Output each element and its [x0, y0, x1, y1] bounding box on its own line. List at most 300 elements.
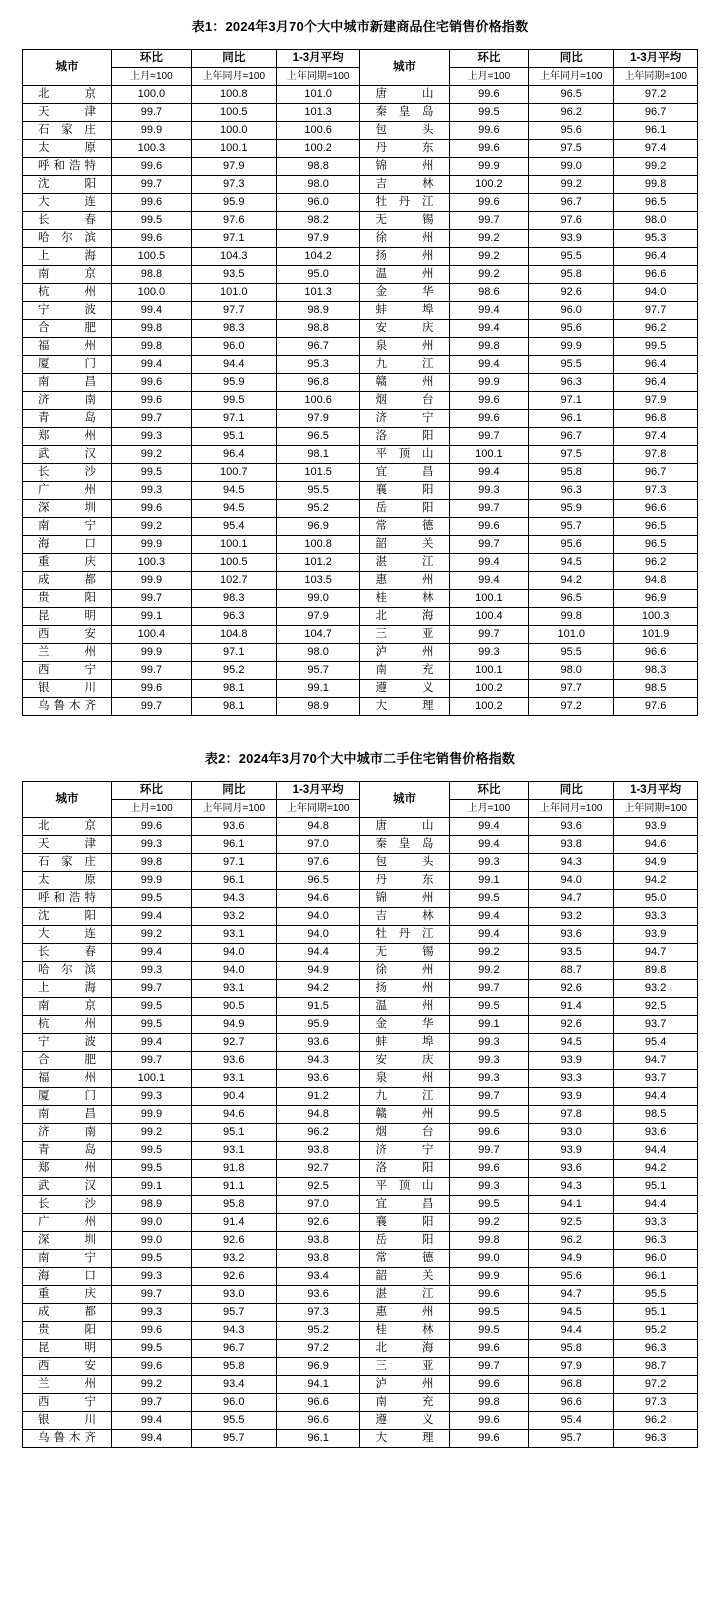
- col-subheader-yoy-left: 上年同月=100: [191, 800, 276, 818]
- index-value-cell: 93.6: [614, 1124, 698, 1142]
- index-value-cell: 96.0: [276, 194, 360, 212]
- city-name-cell: [23, 1142, 112, 1160]
- index-value-cell: 97.9: [191, 158, 276, 176]
- index-value-cell: 93.4: [191, 1376, 276, 1394]
- index-value-cell: 100.1: [449, 446, 529, 464]
- city-name-cell: [360, 1124, 449, 1142]
- index-value-cell: 93.0: [529, 1124, 614, 1142]
- index-value-cell: 99.2: [529, 176, 614, 194]
- col-header-mom-left: 环比: [112, 782, 192, 800]
- index-value-cell: 99.5: [112, 464, 192, 482]
- index-value-cell: 99.2: [449, 1214, 529, 1232]
- city-name: 银川: [38, 682, 97, 694]
- col-subheader-avg-right: 上年同期=100: [614, 800, 698, 818]
- city-name: 大连: [38, 196, 97, 208]
- index-value-cell: 99.5: [449, 1322, 529, 1340]
- index-value-cell: 91.8: [191, 1160, 276, 1178]
- index-value-cell: 99.7: [112, 410, 192, 428]
- index-value-cell: 98.6: [449, 284, 529, 302]
- index-value-cell: 99.4: [112, 1412, 192, 1430]
- city-name: 安庆: [375, 1054, 434, 1066]
- city-name: 锦州: [375, 892, 434, 904]
- index-value-cell: 99.4: [449, 302, 529, 320]
- index-value-cell: 103.5: [276, 572, 360, 590]
- city-name-cell: [23, 482, 112, 500]
- city-name: 武汉: [38, 1180, 97, 1192]
- index-value-cell: 99.6: [449, 1376, 529, 1394]
- city-name-cell: [360, 590, 449, 608]
- index-value-cell: 97.4: [614, 140, 698, 158]
- city-name-cell: [360, 1268, 449, 1286]
- city-name-cell: [23, 1412, 112, 1430]
- city-name: 呼和浩特: [38, 892, 97, 904]
- index-value-cell: 97.6: [191, 212, 276, 230]
- city-name-cell: [360, 1250, 449, 1268]
- index-value-cell: 100.2: [449, 680, 529, 698]
- index-value-cell: 99.6: [112, 194, 192, 212]
- table-row: [23, 1160, 698, 1178]
- index-value-cell: 96.6: [529, 1394, 614, 1412]
- index-value-cell: 99.5: [112, 1016, 192, 1034]
- city-name: 泉州: [375, 340, 434, 352]
- city-name-cell: [23, 140, 112, 158]
- city-name-cell: [23, 194, 112, 212]
- index-value-cell: 99.6: [112, 680, 192, 698]
- index-value-cell: 99.7: [449, 1088, 529, 1106]
- city-name-cell: [23, 1070, 112, 1088]
- city-name-cell: [23, 1106, 112, 1124]
- city-name-cell: [360, 1052, 449, 1070]
- index-value-cell: 99.8: [449, 1232, 529, 1250]
- index-value-cell: 98.0: [276, 644, 360, 662]
- city-name: 石家庄: [38, 856, 97, 868]
- city-name-cell: [23, 590, 112, 608]
- city-name-cell: [23, 926, 112, 944]
- index-value-cell: 95.4: [191, 518, 276, 536]
- index-value-cell: 93.1: [191, 980, 276, 998]
- city-name-cell: [23, 248, 112, 266]
- index-value-cell: 93.8: [276, 1232, 360, 1250]
- index-value-cell: 99.7: [449, 212, 529, 230]
- table-row: [23, 176, 698, 194]
- city-name: 常德: [375, 520, 434, 532]
- index-value-cell: 97.9: [276, 608, 360, 626]
- index-value-cell: 95.6: [529, 320, 614, 338]
- index-value-cell: 96.8: [276, 374, 360, 392]
- city-name-cell: [23, 872, 112, 890]
- col-subheader-mom-left: 上月=100: [112, 800, 192, 818]
- city-name-cell: [23, 230, 112, 248]
- city-name: 大理: [375, 700, 434, 712]
- col-header-yoy-left: 同比: [191, 50, 276, 68]
- index-value-cell: 92.6: [529, 980, 614, 998]
- index-value-cell: 92.6: [191, 1232, 276, 1250]
- index-value-cell: 93.6: [191, 818, 276, 836]
- index-value-cell: 99.9: [529, 338, 614, 356]
- index-value-cell: 94.6: [191, 1106, 276, 1124]
- index-value-cell: 96.2: [614, 1412, 698, 1430]
- index-value-cell: 92.5: [276, 1178, 360, 1196]
- table1: [22, 49, 698, 716]
- city-name: 重庆: [38, 1288, 97, 1300]
- index-value-cell: 96.1: [191, 836, 276, 854]
- city-name-cell: [360, 500, 449, 518]
- city-name-cell: [360, 1286, 449, 1304]
- index-value-cell: 99.5: [191, 392, 276, 410]
- city-name-cell: [360, 86, 449, 104]
- index-value-cell: 94.2: [276, 980, 360, 998]
- index-value-cell: 93.4: [276, 1268, 360, 1286]
- table-row: [23, 818, 698, 836]
- city-name-cell: [23, 158, 112, 176]
- city-name: 赣州: [375, 376, 434, 388]
- index-value-cell: 93.2: [529, 908, 614, 926]
- col-header-city-right: 城市: [360, 50, 449, 86]
- table-row: [23, 140, 698, 158]
- city-name: 青岛: [38, 1144, 97, 1156]
- index-value-cell: 98.5: [614, 680, 698, 698]
- city-name: 广州: [38, 484, 97, 496]
- table1-wrapper: [0, 49, 720, 716]
- city-name-cell: [360, 212, 449, 230]
- index-value-cell: 93.5: [529, 944, 614, 962]
- index-value-cell: 89.8: [614, 962, 698, 980]
- index-value-cell: 101.0: [276, 86, 360, 104]
- table-row: [23, 998, 698, 1016]
- table-row: [23, 1358, 698, 1376]
- table-row: [23, 572, 698, 590]
- col-header-mom-right: 环比: [449, 782, 529, 800]
- index-value-cell: 99.5: [112, 890, 192, 908]
- city-name: 吉林: [375, 178, 434, 190]
- index-value-cell: 97.9: [276, 410, 360, 428]
- index-value-cell: 96.7: [191, 1340, 276, 1358]
- city-name: 呼和浩特: [38, 160, 97, 172]
- city-name-cell: [360, 1214, 449, 1232]
- city-name: 桂林: [375, 592, 434, 604]
- index-value-cell: 88.7: [529, 962, 614, 980]
- table1-body: [23, 86, 698, 716]
- table-row: [23, 374, 698, 392]
- index-value-cell: 99.7: [112, 698, 192, 716]
- index-value-cell: 95.8: [191, 1358, 276, 1376]
- table-row: [23, 1142, 698, 1160]
- index-value-cell: 104.7: [276, 626, 360, 644]
- index-value-cell: 99.6: [449, 122, 529, 140]
- city-name: 南宁: [38, 1252, 97, 1264]
- index-value-cell: 99.0: [449, 1250, 529, 1268]
- city-name-cell: [23, 1034, 112, 1052]
- index-value-cell: 95.1: [191, 428, 276, 446]
- city-name: 南京: [38, 268, 97, 280]
- index-value-cell: 99.2: [449, 944, 529, 962]
- table-row: [23, 836, 698, 854]
- city-name: 厦门: [38, 1090, 97, 1102]
- index-value-cell: 99.3: [112, 428, 192, 446]
- city-name: 温州: [375, 268, 434, 280]
- index-value-cell: 94.1: [529, 1196, 614, 1214]
- col-header-avg-left: 1-3月平均: [276, 50, 360, 68]
- table-row: [23, 1106, 698, 1124]
- index-value-cell: 99.6: [112, 158, 192, 176]
- index-value-cell: 101.3: [276, 104, 360, 122]
- index-value-cell: 96.1: [529, 410, 614, 428]
- index-value-cell: 100.1: [112, 1070, 192, 1088]
- index-value-cell: 100.7: [191, 464, 276, 482]
- city-name-cell: [360, 1232, 449, 1250]
- city-name-cell: [360, 1070, 449, 1088]
- index-value-cell: 91.1: [191, 1178, 276, 1196]
- index-value-cell: 95.9: [191, 374, 276, 392]
- index-value-cell: 99.3: [112, 836, 192, 854]
- index-value-cell: 93.3: [614, 908, 698, 926]
- index-value-cell: 94.6: [614, 836, 698, 854]
- city-name-cell: [23, 356, 112, 374]
- table-row: [23, 104, 698, 122]
- index-value-cell: 99.2: [449, 248, 529, 266]
- index-value-cell: 99.7: [112, 662, 192, 680]
- index-value-cell: 95.2: [191, 662, 276, 680]
- index-value-cell: 95.2: [614, 1322, 698, 1340]
- index-value-cell: 95.9: [276, 1016, 360, 1034]
- index-value-cell: 93.3: [529, 1070, 614, 1088]
- index-value-cell: 94.7: [529, 1286, 614, 1304]
- city-name: 郑州: [38, 430, 97, 442]
- city-name-cell: [23, 266, 112, 284]
- index-value-cell: 95.3: [614, 230, 698, 248]
- index-value-cell: 97.1: [529, 392, 614, 410]
- city-name-cell: [360, 1106, 449, 1124]
- city-name: 北京: [38, 820, 97, 832]
- index-value-cell: 98.0: [529, 662, 614, 680]
- table-row: [23, 662, 698, 680]
- city-name-cell: [360, 872, 449, 890]
- index-value-cell: 99.2: [112, 1376, 192, 1394]
- table-row: [23, 356, 698, 374]
- index-value-cell: 95.6: [529, 122, 614, 140]
- table-row: [23, 1214, 698, 1232]
- city-name: 无锡: [375, 946, 434, 958]
- city-name: 沈阳: [38, 178, 97, 190]
- table-row: [23, 980, 698, 998]
- city-name-cell: [23, 1358, 112, 1376]
- index-value-cell: 97.9: [529, 1358, 614, 1376]
- city-name-cell: [360, 1376, 449, 1394]
- city-name-cell: [360, 392, 449, 410]
- table-row: [23, 554, 698, 572]
- city-name: 海口: [38, 1270, 97, 1282]
- col-subheader-mom-left: 上月=100: [112, 68, 192, 86]
- index-value-cell: 99.8: [112, 320, 192, 338]
- col-header-avg-right: 1-3月平均: [614, 50, 698, 68]
- index-value-cell: 104.2: [276, 248, 360, 266]
- index-value-cell: 98.8: [112, 266, 192, 284]
- index-value-cell: 99.0: [112, 1214, 192, 1232]
- city-name: 岳阳: [375, 502, 434, 514]
- index-value-cell: 100.2: [449, 176, 529, 194]
- index-value-cell: 93.7: [614, 1070, 698, 1088]
- index-value-cell: 95.0: [276, 266, 360, 284]
- index-value-cell: 99.7: [112, 176, 192, 194]
- table-row: [23, 230, 698, 248]
- table-row: [23, 1196, 698, 1214]
- index-value-cell: 96.5: [614, 518, 698, 536]
- city-name: 湛江: [375, 556, 434, 568]
- city-name-cell: [360, 818, 449, 836]
- index-value-cell: 99.6: [449, 410, 529, 428]
- table2-header: [23, 782, 698, 818]
- index-value-cell: 93.6: [276, 1070, 360, 1088]
- city-name-cell: [360, 662, 449, 680]
- city-name-cell: [23, 1232, 112, 1250]
- index-value-cell: 94.0: [276, 926, 360, 944]
- city-name-cell: [23, 1160, 112, 1178]
- index-value-cell: 95.7: [529, 1430, 614, 1448]
- city-name-cell: [23, 1196, 112, 1214]
- city-name-cell: [360, 944, 449, 962]
- city-name: 郑州: [38, 1162, 97, 1174]
- index-value-cell: 99.5: [449, 1304, 529, 1322]
- city-name: 三亚: [375, 628, 434, 640]
- table-row: [23, 266, 698, 284]
- index-value-cell: 99.4: [449, 818, 529, 836]
- city-name-cell: [23, 428, 112, 446]
- table-row: [23, 926, 698, 944]
- city-name-cell: [23, 1376, 112, 1394]
- city-name: 贵阳: [38, 592, 97, 604]
- index-value-cell: 99.7: [112, 980, 192, 998]
- city-name-cell: [23, 1250, 112, 1268]
- city-name-cell: [23, 554, 112, 572]
- index-value-cell: 95.1: [191, 1124, 276, 1142]
- city-name-cell: [23, 698, 112, 716]
- city-name-cell: [23, 680, 112, 698]
- index-value-cell: 98.3: [191, 590, 276, 608]
- index-value-cell: 101.3: [276, 284, 360, 302]
- table2: [22, 781, 698, 1448]
- city-name-cell: [360, 626, 449, 644]
- index-value-cell: 95.5: [529, 644, 614, 662]
- index-value-cell: 99.4: [112, 908, 192, 926]
- city-name: 遵义: [375, 682, 434, 694]
- table-row: [23, 518, 698, 536]
- table-row: [23, 320, 698, 338]
- index-value-cell: 96.7: [614, 464, 698, 482]
- table-row: [23, 1286, 698, 1304]
- index-value-cell: 101.2: [276, 554, 360, 572]
- index-value-cell: 99.3: [112, 962, 192, 980]
- city-name-cell: [23, 500, 112, 518]
- index-value-cell: 94.2: [614, 1160, 698, 1178]
- city-name-cell: [23, 284, 112, 302]
- city-name: 常德: [375, 1252, 434, 1264]
- city-name: 徐州: [375, 964, 434, 976]
- index-value-cell: 97.8: [529, 1106, 614, 1124]
- index-value-cell: 100.1: [191, 536, 276, 554]
- index-value-cell: 99.7: [449, 980, 529, 998]
- city-name: 洛阳: [375, 1162, 434, 1174]
- city-name: 银川: [38, 1414, 97, 1426]
- city-name: 金华: [375, 1018, 434, 1030]
- table-row: [23, 590, 698, 608]
- index-value-cell: 96.7: [276, 338, 360, 356]
- city-name-cell: [360, 338, 449, 356]
- index-value-cell: 93.6: [276, 1034, 360, 1052]
- city-name: 扬州: [375, 250, 434, 262]
- city-name: 包头: [375, 124, 434, 136]
- index-value-cell: 94.5: [529, 1034, 614, 1052]
- city-name: 福州: [38, 340, 97, 352]
- city-name: 蚌埠: [375, 304, 434, 316]
- index-value-cell: 96.5: [276, 428, 360, 446]
- index-value-cell: 99.4: [112, 356, 192, 374]
- city-name: 杭州: [38, 286, 97, 298]
- index-value-cell: 101.9: [614, 626, 698, 644]
- index-value-cell: 97.4: [614, 428, 698, 446]
- index-value-cell: 100.3: [112, 554, 192, 572]
- city-name: 平顶山: [375, 448, 434, 460]
- city-name-cell: [23, 890, 112, 908]
- index-value-cell: 90.4: [191, 1088, 276, 1106]
- city-name-cell: [23, 536, 112, 554]
- city-name: 泸州: [375, 1378, 434, 1390]
- col-header-avg-left: 1-3月平均: [276, 782, 360, 800]
- index-value-cell: 93.1: [191, 1142, 276, 1160]
- table-row: [23, 482, 698, 500]
- index-value-cell: 99.2: [449, 230, 529, 248]
- index-value-cell: 94.3: [529, 1178, 614, 1196]
- table2-title: 表2：2024年3月70个大中城市二手住宅销售价格指数: [204, 751, 516, 766]
- city-name-cell: [23, 626, 112, 644]
- city-name: 杭州: [38, 1018, 97, 1030]
- city-name-cell: [360, 356, 449, 374]
- index-value-cell: 99.3: [112, 1088, 192, 1106]
- city-name: 九江: [375, 358, 434, 370]
- city-name: 赣州: [375, 1108, 434, 1120]
- index-value-cell: 94.5: [191, 482, 276, 500]
- city-name: 合肥: [38, 322, 97, 334]
- city-name-cell: [360, 1322, 449, 1340]
- city-name: 遵义: [375, 1414, 434, 1426]
- index-value-cell: 94.4: [276, 944, 360, 962]
- city-name-cell: [360, 320, 449, 338]
- city-name: 大理: [375, 1432, 434, 1444]
- index-value-cell: 98.2: [276, 212, 360, 230]
- index-value-cell: 96.2: [529, 1232, 614, 1250]
- table-row: [23, 86, 698, 104]
- index-value-cell: 100.1: [191, 140, 276, 158]
- index-value-cell: 98.8: [276, 320, 360, 338]
- index-value-cell: 97.6: [529, 212, 614, 230]
- index-value-cell: 99.2: [112, 446, 192, 464]
- table-row: [23, 1052, 698, 1070]
- index-value-cell: 98.3: [191, 320, 276, 338]
- index-value-cell: 96.1: [276, 1430, 360, 1448]
- city-name-cell: [360, 1016, 449, 1034]
- index-value-cell: 99.4: [449, 464, 529, 482]
- index-value-cell: 96.4: [614, 374, 698, 392]
- index-value-cell: 99.6: [449, 1412, 529, 1430]
- city-name-cell: [23, 998, 112, 1016]
- index-value-cell: 99.4: [112, 944, 192, 962]
- city-name-cell: [23, 392, 112, 410]
- city-name: 襄阳: [375, 1216, 434, 1228]
- index-value-cell: 99.8: [112, 854, 192, 872]
- city-name: 襄阳: [375, 484, 434, 496]
- table-row: [23, 1232, 698, 1250]
- table-row: [23, 1034, 698, 1052]
- index-value-cell: 99.5: [449, 1196, 529, 1214]
